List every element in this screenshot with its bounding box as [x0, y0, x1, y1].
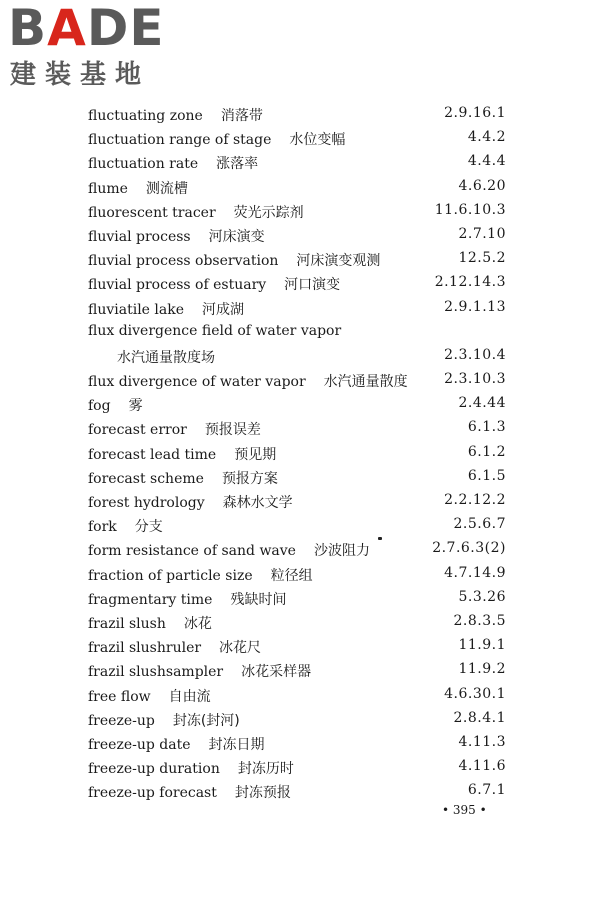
entry-english-term: freeze-up forecast: [88, 785, 217, 802]
entry-section-ref: 4.4.2: [467, 129, 506, 146]
entry-section-ref: 2.12.14.3: [434, 274, 506, 291]
entry-chinese-term: 预报方案: [221, 470, 278, 487]
glossary-entry: [0, 707, 600, 731]
entry-term: [88, 419, 261, 439]
entry-term: [88, 734, 264, 754]
glossary-entry: [0, 150, 600, 174]
entry-chinese-term: 分支: [134, 519, 163, 536]
entry-english-term: forecast scheme: [88, 470, 204, 487]
entry-chinese-term: 冰花采样器: [241, 664, 312, 681]
entry-term: [88, 661, 311, 681]
page-number: • 395 •: [442, 803, 487, 817]
entry-section-ref: 2.5.6.7: [453, 516, 506, 533]
entry-term: [88, 323, 359, 339]
entry-section-ref: 11.9.1: [458, 637, 506, 654]
entry-section-ref: 4.11.3: [458, 733, 506, 750]
glossary-entry: [0, 562, 600, 586]
glossary-entry: [0, 610, 600, 634]
entry-term: [88, 686, 211, 706]
entry-section-ref: 11.6.10.3: [434, 201, 506, 218]
entry-chinese-term: 荧光示踪剂: [233, 204, 304, 221]
entry-chinese-term: 冰花尺: [219, 640, 262, 657]
entry-section-ref: 4.11.6: [458, 758, 506, 775]
entry-section-ref: 5.3.26: [458, 588, 506, 605]
entry-chinese-term: 粒径组: [270, 567, 313, 584]
entry-english-term: fog: [88, 398, 111, 415]
entry-english-term: flux divergence of water vapor: [88, 374, 306, 391]
entry-term: [88, 250, 380, 270]
entry-term: [88, 468, 278, 488]
entry-chinese-term: 水汽通量散度场: [117, 349, 215, 366]
entry-section-ref: 2.3.10.3: [444, 371, 506, 388]
entry-chinese-term: 河床演变观测: [296, 253, 381, 270]
entry-chinese-term: 封冻预报: [234, 785, 291, 802]
entry-section-ref: 2.9.1.13: [444, 298, 506, 315]
glossary-entry: [0, 223, 600, 247]
entry-term: [88, 565, 313, 585]
entry-term: [88, 105, 263, 125]
print-speck-mark: [378, 537, 382, 540]
entry-term: [88, 395, 143, 415]
glossary-entry: [0, 755, 600, 779]
glossary-entry: [0, 634, 600, 658]
entry-chinese-term: 自由流: [168, 688, 211, 705]
entry-term: [88, 129, 345, 149]
glossary-entry: [0, 344, 600, 368]
entry-english-term: fluvial process of estuary: [88, 277, 267, 294]
entry-chinese-term: 预报误差: [204, 422, 261, 439]
logo-wordmark: BADE: [8, 0, 165, 57]
entry-term: [88, 758, 294, 778]
entry-chinese-term: 河床演变: [208, 228, 265, 245]
entry-chinese-term: 预见期: [234, 446, 277, 463]
entry-chinese-term: 河口演变: [284, 277, 341, 294]
bade-logo: [8, 2, 178, 94]
entry-english-term: frazil slush: [88, 615, 166, 632]
entry-term: [88, 299, 244, 319]
entry-chinese-term: 测流槽: [145, 180, 188, 197]
entry-term: [88, 178, 188, 198]
entry-term: [88, 202, 304, 222]
entry-chinese-term: 封冻历时: [237, 761, 294, 778]
glossary-entry: [0, 368, 600, 392]
entry-section-ref: 6.1.2: [467, 443, 506, 460]
entry-english-term: freeze-up date: [88, 736, 191, 753]
entry-section-ref: 2.2.12.2: [444, 492, 506, 508]
entry-english-term: flux divergence field of water vapor: [88, 322, 342, 339]
entry-chinese-term: 水汽通量散度: [323, 374, 408, 391]
entry-chinese-term: 涨落率: [216, 156, 259, 173]
entry-english-term: forest hydrology: [88, 495, 205, 511]
glossary-entry: [0, 586, 600, 610]
entry-section-ref: 2.7.10: [458, 225, 506, 242]
entry-section-ref: 2.8.4.1: [453, 709, 506, 726]
entry-english-term: frazil slushsampler: [88, 664, 224, 681]
entry-english-term: forecast error: [88, 422, 187, 439]
entry-english-term: frazil slushruler: [88, 640, 202, 657]
entry-section-ref: 4.4.4: [467, 153, 506, 170]
entry-english-term: flume: [88, 180, 128, 197]
glossary-entry: [0, 465, 600, 489]
glossary-entry-list: [0, 102, 600, 803]
glossary-entry: [0, 199, 600, 223]
glossary-entry: [0, 489, 600, 513]
entry-term: [88, 516, 163, 536]
logo-chinese-name: 建装基地: [10, 60, 151, 90]
glossary-entry: [0, 658, 600, 682]
entry-section-ref: 12.5.2: [458, 250, 506, 267]
entry-chinese-term: 河成湖: [202, 301, 244, 318]
entry-english-term: fluctuation rate: [88, 156, 199, 173]
entry-english-term: fluorescent tracer: [88, 204, 216, 221]
entry-section-ref: 6.1.3: [467, 419, 506, 436]
entry-section-ref: 4.6.20: [458, 177, 506, 194]
glossary-entry: [0, 731, 600, 755]
entry-english-term: forecast lead time: [88, 446, 217, 463]
entry-english-term: fluviatile lake: [88, 301, 184, 318]
entry-english-term: fork: [88, 519, 117, 536]
entry-term: [117, 347, 215, 367]
entry-section-ref: 2.8.3.5: [453, 612, 506, 629]
entry-english-term: fraction of particle size: [88, 567, 253, 584]
entry-term: [88, 371, 408, 391]
entry-english-term: fluvial process: [88, 228, 191, 245]
entry-english-term: fluvial process observation: [88, 253, 279, 270]
glossary-entry: [0, 416, 600, 440]
entry-chinese-term: 封冻(封河): [172, 712, 240, 729]
entry-chinese-term: 封冻日期: [208, 736, 265, 753]
glossary-entry: [0, 102, 600, 126]
glossary-entry: [0, 537, 600, 561]
glossary-entry: [0, 320, 600, 344]
entry-english-term: form resistance of sand wave: [88, 543, 296, 560]
glossary-entry: [0, 175, 600, 199]
entry-section-ref: 6.1.5: [467, 467, 506, 484]
entry-english-term: freeze-up duration: [88, 761, 220, 778]
glossary-entry: [0, 683, 600, 707]
entry-section-ref: 2.3.10.4: [444, 346, 506, 363]
glossary-entry: [0, 392, 600, 416]
entry-term: [88, 226, 265, 246]
entry-term: [88, 710, 240, 730]
entry-term: [88, 274, 340, 294]
entry-english-term: free flow: [88, 688, 151, 705]
glossary-entry: [0, 513, 600, 537]
glossary-entry: [0, 779, 600, 803]
entry-term: [88, 782, 291, 802]
entry-section-ref: 2.9.16.1: [444, 105, 506, 121]
glossary-entry: [0, 247, 600, 271]
entry-english-term: fluctuation range of stage: [88, 132, 272, 149]
glossary-entry: [0, 126, 600, 150]
entry-section-ref: 4.6.30.1: [444, 685, 506, 702]
entry-section-ref: 2.7.6.3(2): [432, 540, 506, 557]
entry-section-ref: 11.9.2: [458, 661, 506, 678]
glossary-entry: [0, 441, 600, 465]
entry-term: [88, 492, 293, 512]
entry-chinese-term: 消落带: [220, 108, 263, 124]
entry-term: [88, 637, 261, 657]
entry-english-term: freeze-up: [88, 712, 155, 729]
entry-chinese-term: 残缺时间: [230, 591, 287, 608]
entry-chinese-term: 沙波阻力: [313, 543, 370, 560]
entry-term: [88, 444, 276, 464]
entry-chinese-term: 冰花: [183, 615, 212, 632]
entry-chinese-term: 雾: [128, 398, 143, 415]
entry-chinese-term: 森林水文学: [222, 495, 293, 511]
entry-section-ref: 6.7.1: [467, 782, 506, 799]
glossary-entry: [0, 271, 600, 295]
entry-term: [88, 613, 212, 633]
entry-chinese-term: 水位变幅: [289, 132, 346, 149]
glossary-entry: [0, 296, 600, 320]
entry-section-ref: 2.4.44: [458, 395, 506, 412]
entry-term: [88, 589, 286, 609]
entry-term: [88, 153, 258, 173]
entry-english-term: fragmentary time: [88, 591, 213, 608]
entry-term: [88, 540, 370, 560]
entry-section-ref: 4.7.14.9: [444, 564, 506, 581]
entry-english-term: fluctuating zone: [88, 108, 203, 124]
